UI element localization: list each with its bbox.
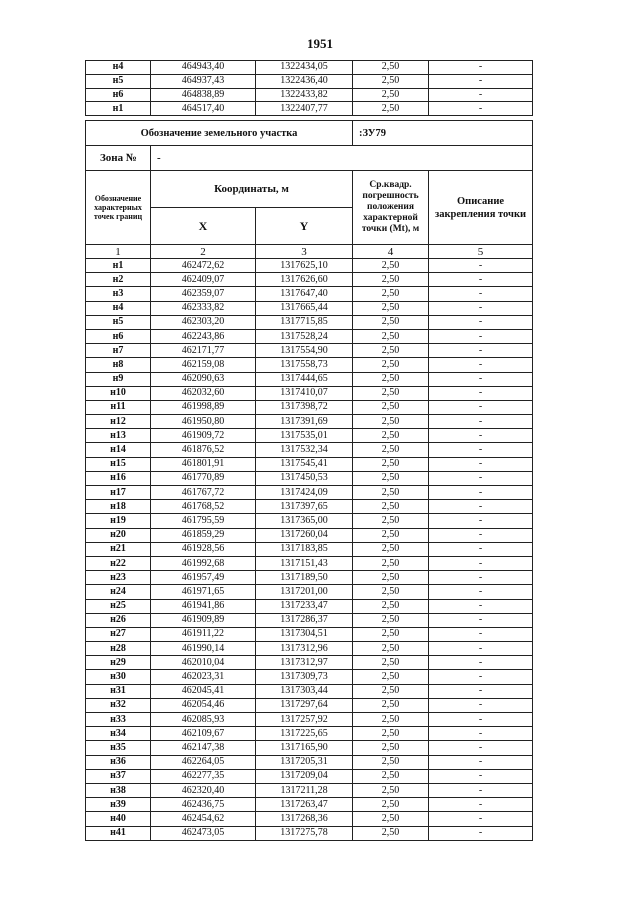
table-row [86, 741, 533, 755]
zone-row [86, 146, 533, 171]
description-value: - [429, 769, 533, 783]
description-value: - [429, 741, 533, 755]
point-label: н5 [86, 315, 151, 329]
y-coordinate: 1317189,50 [256, 571, 353, 585]
column-number-1: 1 [86, 245, 151, 259]
x-coordinate: 461957,49 [151, 571, 256, 585]
accuracy-value: 2,50 [353, 358, 429, 372]
x-coordinate: 461928,56 [151, 542, 256, 556]
x-coordinate: 462023,31 [151, 670, 256, 684]
accuracy-value: 2,50 [353, 755, 429, 769]
description-value: - [429, 542, 533, 556]
y-coordinate: 1317410,07 [256, 386, 353, 400]
accuracy-value: 2,50 [353, 443, 429, 457]
point-label: н4 [86, 301, 151, 315]
x-coordinate: 462409,07 [151, 273, 256, 287]
column-number-2: 2 [151, 245, 256, 259]
accuracy-value: 2,50 [353, 798, 429, 812]
x-coordinate: 462147,38 [151, 741, 256, 755]
point-label: н3 [86, 287, 151, 301]
table-row [86, 386, 533, 400]
header-row-1 [86, 171, 533, 208]
y-coordinate: 1317312,97 [256, 656, 353, 670]
point-label: н1 [86, 102, 151, 116]
table-row [86, 358, 533, 372]
description-value: - [429, 755, 533, 769]
accuracy-value: 2,50 [353, 684, 429, 698]
y-coordinate: 1317535,01 [256, 429, 353, 443]
table-row [86, 627, 533, 641]
description-value: - [429, 259, 533, 273]
description-value: - [429, 713, 533, 727]
accuracy-value: 2,50 [353, 259, 429, 273]
column-number-row [86, 245, 533, 259]
description-value: - [429, 88, 533, 102]
x-coordinate: 461768,52 [151, 500, 256, 514]
accuracy-value: 2,50 [353, 287, 429, 301]
column-number-5: 5 [429, 245, 533, 259]
point-label: н1 [86, 259, 151, 273]
description-value: - [429, 727, 533, 741]
description-value: - [429, 344, 533, 358]
y-coordinate: 1317528,24 [256, 329, 353, 343]
point-label: н19 [86, 514, 151, 528]
accuracy-value: 2,50 [353, 783, 429, 797]
y-coordinate: 1322434,05 [256, 61, 353, 75]
column-number-4: 4 [353, 245, 429, 259]
table-row [86, 698, 533, 712]
accuracy-value: 2,50 [353, 769, 429, 783]
point-label: н15 [86, 457, 151, 471]
y-coordinate: 1317225,65 [256, 727, 353, 741]
y-coordinate: 1317715,85 [256, 315, 353, 329]
description-value: - [429, 556, 533, 570]
y-coordinate: 1317625,10 [256, 259, 353, 273]
accuracy-value: 2,50 [353, 415, 429, 429]
table-row [86, 514, 533, 528]
x-coordinate: 461795,59 [151, 514, 256, 528]
table-row [86, 571, 533, 585]
x-coordinate: 461971,65 [151, 585, 256, 599]
y-coordinate: 1317275,78 [256, 826, 353, 840]
accuracy-value: 2,50 [353, 273, 429, 287]
point-label: н17 [86, 486, 151, 500]
accuracy-value: 2,50 [353, 486, 429, 500]
y-coordinate: 1317303,44 [256, 684, 353, 698]
table-row [86, 713, 533, 727]
description-value: - [429, 415, 533, 429]
description-value: - [429, 457, 533, 471]
table-row [86, 429, 533, 443]
x-coordinate: 461859,29 [151, 528, 256, 542]
description-value: - [429, 301, 533, 315]
y-coordinate: 1317545,41 [256, 457, 353, 471]
accuracy-value: 2,50 [353, 400, 429, 414]
accuracy-value: 2,50 [353, 315, 429, 329]
table-row [86, 372, 533, 386]
y-coordinate: 1317268,36 [256, 812, 353, 826]
y-coordinate: 1317309,73 [256, 670, 353, 684]
table-row [86, 315, 533, 329]
x-coordinate: 462320,40 [151, 783, 256, 797]
x-coordinate: 462243,86 [151, 329, 256, 343]
y-coordinate: 1317391,69 [256, 415, 353, 429]
point-label: н38 [86, 783, 151, 797]
accuracy-value: 2,50 [353, 457, 429, 471]
table-row [86, 457, 533, 471]
table-row [86, 812, 533, 826]
point-label: н27 [86, 627, 151, 641]
point-label: н14 [86, 443, 151, 457]
point-label: н29 [86, 656, 151, 670]
y-coordinate: 1317304,51 [256, 627, 353, 641]
x-coordinate: 462085,93 [151, 713, 256, 727]
table-row [86, 783, 533, 797]
y-coordinate: 1317444,65 [256, 372, 353, 386]
point-label: н6 [86, 88, 151, 102]
accuracy-value: 2,50 [353, 698, 429, 712]
y-coordinate: 1317151,43 [256, 556, 353, 570]
coordinate-rows [86, 259, 533, 841]
accuracy-value: 2,50 [353, 642, 429, 656]
x-coordinate: 464937,43 [151, 74, 256, 88]
description-value: - [429, 61, 533, 75]
table-row [86, 556, 533, 570]
x-coordinate: 462472,62 [151, 259, 256, 273]
x-coordinate: 462159,08 [151, 358, 256, 372]
point-label: н12 [86, 415, 151, 429]
x-coordinate: 461911,22 [151, 627, 256, 641]
x-coordinate: 462090,63 [151, 372, 256, 386]
table-row [86, 727, 533, 741]
x-coordinate: 464838,89 [151, 88, 256, 102]
y-coordinate: 1317183,85 [256, 542, 353, 556]
point-label: н10 [86, 386, 151, 400]
table-row [86, 755, 533, 769]
table-row [86, 798, 533, 812]
accuracy-value: 2,50 [353, 102, 429, 116]
description-value: - [429, 273, 533, 287]
description-value: - [429, 514, 533, 528]
accuracy-value: 2,50 [353, 627, 429, 641]
y-coordinate: 1317554,90 [256, 344, 353, 358]
point-label: н7 [86, 344, 151, 358]
accuracy-value: 2,50 [353, 528, 429, 542]
description-value: - [429, 585, 533, 599]
accuracy-value: 2,50 [353, 329, 429, 343]
description-value: - [429, 500, 533, 514]
point-label: н39 [86, 798, 151, 812]
x-coordinate: 461941,86 [151, 599, 256, 613]
description-value: - [429, 486, 533, 500]
x-coordinate: 462171,77 [151, 344, 256, 358]
point-label: н41 [86, 826, 151, 840]
y-coordinate: 1317450,53 [256, 471, 353, 485]
point-label: н9 [86, 372, 151, 386]
table-row [86, 542, 533, 556]
y-coordinate: 1317297,64 [256, 698, 353, 712]
point-label: н35 [86, 741, 151, 755]
header-x: X [151, 208, 256, 245]
x-coordinate: 462010,04 [151, 656, 256, 670]
y-coordinate: 1317211,28 [256, 783, 353, 797]
y-coordinate: 1317201,00 [256, 585, 353, 599]
point-label: н23 [86, 571, 151, 585]
description-value: - [429, 656, 533, 670]
header-accuracy: Ср.квадр. погрешность положения характерной точки (Mt), м [353, 171, 429, 245]
accuracy-value: 2,50 [353, 301, 429, 315]
description-value: - [429, 528, 533, 542]
point-label: н28 [86, 642, 151, 656]
y-coordinate: 1322436,40 [256, 74, 353, 88]
x-coordinate: 462473,05 [151, 826, 256, 840]
table-row [86, 599, 533, 613]
table-row [86, 826, 533, 840]
point-label: н22 [86, 556, 151, 570]
description-value: - [429, 443, 533, 457]
parcel-label: Обозначение земельного участка [86, 121, 353, 146]
x-coordinate: 461998,89 [151, 400, 256, 414]
x-coordinate: 461950,80 [151, 415, 256, 429]
description-value: - [429, 571, 533, 585]
point-label: н36 [86, 755, 151, 769]
description-value: - [429, 74, 533, 88]
description-value: - [429, 315, 533, 329]
point-label: н4 [86, 61, 151, 75]
x-coordinate: 462054,46 [151, 698, 256, 712]
x-coordinate: 461770,89 [151, 471, 256, 485]
y-coordinate: 1317260,04 [256, 528, 353, 542]
point-label: н31 [86, 684, 151, 698]
table-row [86, 88, 533, 102]
accuracy-value: 2,50 [353, 61, 429, 75]
accuracy-value: 2,50 [353, 429, 429, 443]
y-coordinate: 1317286,37 [256, 613, 353, 627]
description-value: - [429, 670, 533, 684]
x-coordinate: 462109,67 [151, 727, 256, 741]
accuracy-value: 2,50 [353, 812, 429, 826]
zone-label: Зона № [86, 146, 151, 171]
x-coordinate: 462032,60 [151, 386, 256, 400]
table-row [86, 273, 533, 287]
page-number: 1951 [307, 36, 333, 51]
accuracy-value: 2,50 [353, 613, 429, 627]
table-row [86, 585, 533, 599]
description-value: - [429, 386, 533, 400]
zone-value: - [151, 146, 533, 171]
description-value: - [429, 698, 533, 712]
point-label: н37 [86, 769, 151, 783]
description-value: - [429, 684, 533, 698]
accuracy-value: 2,50 [353, 514, 429, 528]
description-value: - [429, 599, 533, 613]
x-coordinate: 464943,40 [151, 61, 256, 75]
x-coordinate: 462454,62 [151, 812, 256, 826]
description-value: - [429, 372, 533, 386]
point-label: н18 [86, 500, 151, 514]
accuracy-value: 2,50 [353, 713, 429, 727]
accuracy-value: 2,50 [353, 542, 429, 556]
table-row [86, 670, 533, 684]
x-coordinate: 462303,20 [151, 315, 256, 329]
description-value: - [429, 642, 533, 656]
point-label: н25 [86, 599, 151, 613]
description-value: - [429, 812, 533, 826]
x-coordinate: 462045,41 [151, 684, 256, 698]
accuracy-value: 2,50 [353, 372, 429, 386]
table-row [86, 684, 533, 698]
description-value: - [429, 329, 533, 343]
x-coordinate: 464517,40 [151, 102, 256, 116]
column-number-3: 3 [256, 245, 353, 259]
description-value: - [429, 358, 533, 372]
accuracy-value: 2,50 [353, 571, 429, 585]
y-coordinate: 1317233,47 [256, 599, 353, 613]
point-label: н6 [86, 329, 151, 343]
table-row [86, 613, 533, 627]
point-label: н34 [86, 727, 151, 741]
point-label: н2 [86, 273, 151, 287]
point-label: н24 [86, 585, 151, 599]
y-coordinate: 1317165,90 [256, 741, 353, 755]
y-coordinate: 1317312,96 [256, 642, 353, 656]
parcel-value: :ЗУ79 [353, 121, 533, 146]
table-row [86, 443, 533, 457]
table-row [86, 61, 533, 75]
x-coordinate: 462264,05 [151, 755, 256, 769]
y-coordinate: 1317424,09 [256, 486, 353, 500]
accuracy-value: 2,50 [353, 500, 429, 514]
accuracy-value: 2,50 [353, 386, 429, 400]
table-row [86, 259, 533, 273]
description-value: - [429, 287, 533, 301]
header-description: Описание закрепления точки [429, 171, 533, 245]
point-label: н8 [86, 358, 151, 372]
table-row [86, 769, 533, 783]
x-coordinate: 462436,75 [151, 798, 256, 812]
accuracy-value: 2,50 [353, 826, 429, 840]
y-coordinate: 1322433,82 [256, 88, 353, 102]
description-value: - [429, 429, 533, 443]
header-y: Y [256, 208, 353, 245]
table-row [86, 656, 533, 670]
point-label: н5 [86, 74, 151, 88]
continued-coordinates-table [85, 60, 533, 116]
x-coordinate: 461909,89 [151, 613, 256, 627]
accuracy-value: 2,50 [353, 599, 429, 613]
header-point-label: Обозначение характерных точек границ [86, 171, 151, 245]
table-row [86, 486, 533, 500]
description-value: - [429, 798, 533, 812]
y-coordinate: 1322407,77 [256, 102, 353, 116]
accuracy-value: 2,50 [353, 74, 429, 88]
point-label: н16 [86, 471, 151, 485]
parcel-coordinates-table [85, 120, 533, 841]
point-label: н30 [86, 670, 151, 684]
y-coordinate: 1317626,60 [256, 273, 353, 287]
point-label: н11 [86, 400, 151, 414]
accuracy-value: 2,50 [353, 670, 429, 684]
accuracy-value: 2,50 [353, 585, 429, 599]
x-coordinate: 461767,72 [151, 486, 256, 500]
x-coordinate: 461801,91 [151, 457, 256, 471]
y-coordinate: 1317647,40 [256, 287, 353, 301]
accuracy-value: 2,50 [353, 88, 429, 102]
description-value: - [429, 102, 533, 116]
point-label: н32 [86, 698, 151, 712]
y-coordinate: 1317209,04 [256, 769, 353, 783]
y-coordinate: 1317397,65 [256, 500, 353, 514]
accuracy-value: 2,50 [353, 741, 429, 755]
y-coordinate: 1317665,44 [256, 301, 353, 315]
x-coordinate: 461992,68 [151, 556, 256, 570]
description-value: - [429, 613, 533, 627]
parcel-row [86, 121, 533, 146]
point-label: н33 [86, 713, 151, 727]
table-row [86, 329, 533, 343]
accuracy-value: 2,50 [353, 556, 429, 570]
accuracy-value: 2,50 [353, 656, 429, 670]
x-coordinate: 462333,82 [151, 301, 256, 315]
point-label: н13 [86, 429, 151, 443]
accuracy-value: 2,50 [353, 727, 429, 741]
table-row [86, 415, 533, 429]
y-coordinate: 1317257,92 [256, 713, 353, 727]
table-row [86, 642, 533, 656]
table-row [86, 400, 533, 414]
point-label: н40 [86, 812, 151, 826]
description-value: - [429, 471, 533, 485]
table-row [86, 471, 533, 485]
y-coordinate: 1317365,00 [256, 514, 353, 528]
accuracy-value: 2,50 [353, 344, 429, 358]
description-value: - [429, 826, 533, 840]
continued-rows [86, 61, 533, 116]
y-coordinate: 1317398,72 [256, 400, 353, 414]
header-coordinates: Координаты, м [151, 171, 353, 208]
y-coordinate: 1317558,73 [256, 358, 353, 372]
y-coordinate: 1317205,31 [256, 755, 353, 769]
description-value: - [429, 783, 533, 797]
point-label: н20 [86, 528, 151, 542]
x-coordinate: 462277,35 [151, 769, 256, 783]
table-row [86, 500, 533, 514]
table-row [86, 74, 533, 88]
accuracy-value: 2,50 [353, 471, 429, 485]
table-row [86, 287, 533, 301]
table-row [86, 301, 533, 315]
table-row [86, 344, 533, 358]
y-coordinate: 1317263,47 [256, 798, 353, 812]
table-row [86, 528, 533, 542]
point-label: н21 [86, 542, 151, 556]
y-coordinate: 1317532,34 [256, 443, 353, 457]
x-coordinate: 461990,14 [151, 642, 256, 656]
table-row [86, 102, 533, 116]
x-coordinate: 461909,72 [151, 429, 256, 443]
point-label: н26 [86, 613, 151, 627]
description-value: - [429, 400, 533, 414]
x-coordinate: 462359,07 [151, 287, 256, 301]
description-value: - [429, 627, 533, 641]
x-coordinate: 461876,52 [151, 443, 256, 457]
